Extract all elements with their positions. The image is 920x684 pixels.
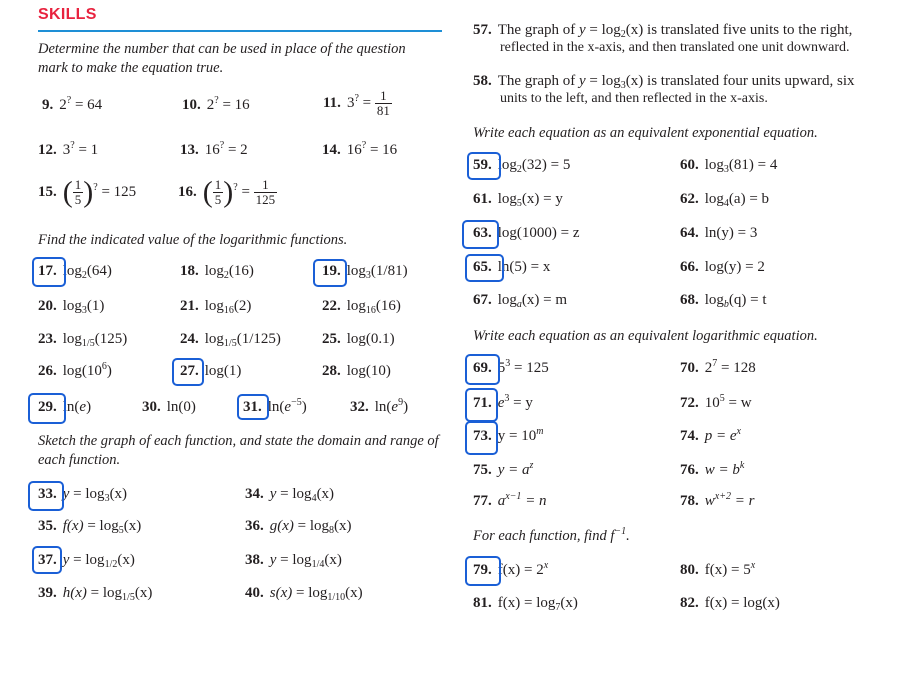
exercise-61: 61. $\log_5(x) = y$: [473, 191, 563, 209]
exercise-39: 39. $h(x) = \log_{1/5}(x)$: [38, 585, 153, 603]
exercise-23: 23. $\log_{1/5}(125)$: [38, 331, 128, 349]
exercise-31: 31. $\ln(e^{-5})$: [243, 397, 307, 415]
exercise-69: 69. $5^3 = 125$: [473, 358, 549, 376]
heading-rule: [38, 30, 442, 32]
exercise-37: 37. $y = \log_{1/2}(x)$: [38, 552, 135, 570]
exercise-82: 82. f(x) = log(x): [680, 595, 780, 611]
instruction-2: Find the indicated value of the logarithmic functions.: [38, 232, 348, 248]
exercise-58: 58. The graph of $y = \log_3(x)$ is translated four units upward, six: [473, 73, 855, 91]
exercise-22: 22. $\log_{16}(16)$: [322, 298, 401, 316]
exercise-71: 71. $e^3 = y$: [473, 393, 533, 411]
exercise-38: 38. $y = \log_{1/4}(x)$: [245, 552, 342, 570]
exercise-18: 18. $\log_2(16)$: [180, 263, 254, 281]
exercise-27: 27. log(1): [180, 363, 242, 379]
exercise-33: 33. $y = \log_3(x)$: [38, 486, 128, 504]
instruction-4: Write each equation as an equivalent exponential equation.: [473, 125, 818, 141]
exercise-10: 10. 2? = 16: [182, 95, 250, 113]
exercise-15: 15. ( $\frac{1}{5}$ )? = 125: [38, 175, 137, 209]
exercise-21: 21. $\log_{16}(2)$: [180, 298, 252, 316]
exercise-66: 66. log(y) = 2: [680, 259, 765, 275]
instruction-5: Write each equation as an equivalent logarithmic equation.: [473, 328, 818, 344]
exercise-68: 68. $\log_b(q) = t$: [680, 292, 767, 310]
exercise-78: 78. $w^{x+2} = r$: [680, 491, 755, 509]
section-heading: SKILLS: [38, 6, 97, 23]
exercise-74: 74. $p = e^x$: [680, 426, 741, 444]
exercise-32: 32. $\ln(e^9)$: [350, 397, 409, 415]
exercise-14: 14. 16? = 16: [322, 140, 398, 158]
instruction-3: Sketch the graph of each function, and state the domain and range of each function.: [38, 433, 439, 468]
exercise-63: 63. log(1000) = z: [473, 225, 580, 241]
exercise-19: 19. $\log_3(1/81)$: [322, 263, 408, 281]
exercise-9: 9. 2? = 64: [42, 95, 103, 113]
exercise-57-line2: reflected in the x-axis, and then translated one unit downward.: [500, 40, 850, 55]
exercise-35: 35. $f(x) = \log_5(x)$: [38, 518, 142, 536]
exercise-75: 75. $y = a^z$: [473, 460, 534, 478]
exercise-12: 12. 3? = 1: [38, 140, 99, 158]
exercise-77: 77. $a^{x-1} = n$: [473, 491, 547, 509]
exercise-40: 40. $s(x) = \log_{1/10}(x)$: [245, 585, 363, 603]
exercise-20: 20. $\log_3(1)$: [38, 298, 105, 316]
exercise-11: 11. 3? = $\frac{1}{81}$: [323, 88, 390, 118]
exercise-29: 29. ln(e): [38, 399, 92, 415]
exercise-13: 13. 16? = 2: [180, 140, 248, 158]
exercise-59: 59. $\log_2(32) = 5$: [473, 157, 571, 175]
exercise-58-line2: units to the left, and then reflected in the x-axis.: [500, 91, 768, 106]
exercise-57: 57. The graph of $y = \log_2(x)$ is translated five units to the right,: [473, 22, 853, 40]
exercise-70: 70. $2^7 = 128$: [680, 358, 756, 376]
exercise-28: 28. log(10): [322, 363, 391, 379]
exercise-73: 73. $y = 10^m$: [473, 426, 544, 444]
exercise-67: 67. $\log_a(x) = m$: [473, 292, 568, 310]
exercise-60: 60. $\log_3(81) = 4$: [680, 157, 778, 175]
exercise-72: 72. $10^5 = w$: [680, 393, 752, 411]
exercise-24: 24. $\log_{1/5}(1/125)$: [180, 331, 281, 349]
exercise-79: 79. $f(x) = 2^x$: [473, 560, 549, 578]
instruction-1: Determine the number that can be used in place of the question mark to make the equation true.: [38, 41, 406, 76]
exercise-17: 17. $\log_2(64)$: [38, 263, 112, 281]
exercise-26: 26. $\log(10^6)$: [38, 361, 112, 379]
exercise-62: 62. $\log_4(a) = b$: [680, 191, 770, 209]
exercise-81: 81. $f(x) = \log_7(x)$: [473, 595, 578, 613]
exercise-64: 64. ln(y) = 3: [680, 225, 758, 241]
exercise-16: 16. ( $\frac{1}{5}$ )? = $\frac{1}{125}$: [178, 175, 276, 209]
exercise-76: 76. $w = b^k$: [680, 460, 745, 478]
exercise-36: 36. $g(x) = \log_8(x)$: [245, 518, 352, 536]
exercise-80: 80. $f(x) = 5^x$: [680, 560, 756, 578]
instruction-6: For each function, find $f^{-1}$.: [473, 526, 630, 544]
exercise-25: 25. log(0.1): [322, 331, 395, 347]
exercise-30: 30. ln(0): [142, 399, 196, 415]
exercise-34: 34. $y = \log_4(x)$: [245, 486, 335, 504]
exercise-65: 65. ln(5) = x: [473, 259, 551, 275]
